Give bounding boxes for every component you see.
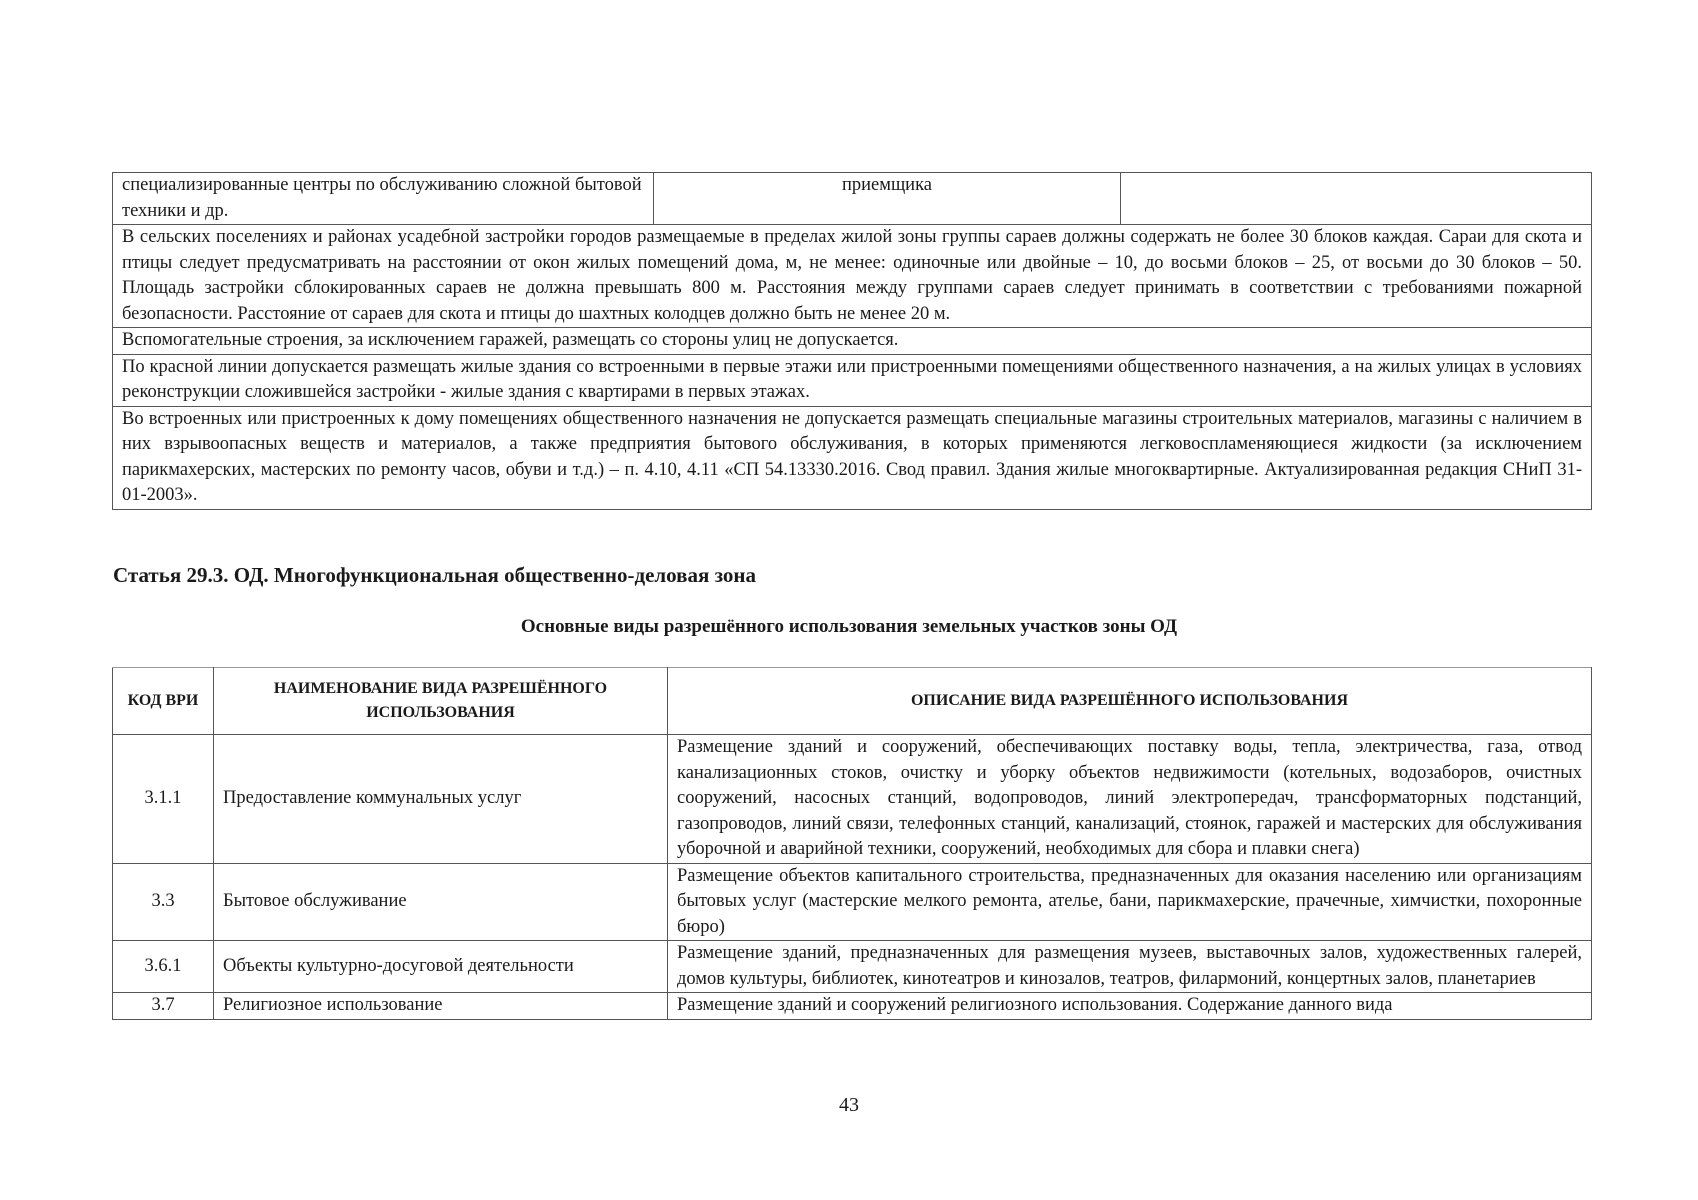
use-code: 3.7 (113, 993, 214, 1020)
table-cell: приемщика (654, 173, 1121, 225)
built-in-premises-paragraph: Во встроенных или пристроенных к дому помещениях общественного назначения не допускается размещать специальные магазины строительных материалов, магазины с наличием в них взрывоопасных веществ и материалов, а также предприятия бытового обслуживания, в которых применяются легковоспламеняющиеся жидкости (за исключением парикмахерских, мастерских по ремонту часов, обуви и т.д.) – п. 4.10, 4.11 «СП 54.13330.2016. Свод правил. Здания жилые многоквартирные. Актуализированная редакция СНиП 31-01-2003». (113, 406, 1592, 509)
table-row (113, 406, 1592, 509)
use-name: Предоставление коммунальных услуг (214, 735, 668, 864)
use-name: Объекты культурно-досуговой деятельности (214, 941, 668, 993)
column-header-code: КОД ВРИ (113, 668, 214, 735)
table-row (113, 735, 1592, 864)
use-description: Размещение зданий и сооружений религиозного использования. Содержание данного вида (668, 993, 1592, 1020)
use-description: Размещение объектов капитального строительства, предназначенных для оказания населению или организациям бытовых услуг (мастерские мелкого ремонта, ателье, бани, парикмахерские, прачечные, химчистки, похоронные бюро) (668, 863, 1592, 941)
table-row (113, 941, 1592, 993)
table-row (113, 173, 1592, 225)
top-requirements-table (112, 172, 1592, 510)
article-title: Статья 29.3. ОД. Многофункциональная общественно-деловая зона (113, 563, 757, 587)
table-row (113, 328, 1592, 355)
use-description: Размещение зданий, предназначенных для размещения музеев, выставочных залов, художественных галерей, домов культуры, библиотек, кинотеатров и кинозалов, театров, филармоний, концертных залов, планетариев (668, 941, 1592, 993)
table-cell: специализированные центры по обслуживанию сложной бытовой техники и др. (113, 173, 654, 225)
sheds-paragraph: В сельских поселениях и районах усадебной застройки городов размещаемые в пределах жилой зоны группы сараев должны содержать не более 30 блоков каждая. Сараи для скота и птицы следует предусматривать на расстоянии от окон жилых помещений дома, м, не менее: одиночные или двойные – 10, до восьми блоков – 25, от восьми до 30 блоков – 50. Площадь застройки сблокированных сараев не должна превышать 800 м. Расстояния между группами сараев следует принимать в соответствии с требованиями пожарной безопасности. Расстояние от сараев для скота и птицы до шахтных колодцев должно быть не менее 20 м. (113, 225, 1592, 328)
table-cell (1121, 173, 1592, 225)
column-header-name: НАИМЕНОВАНИЕ ВИДА РАЗРЕШЁННОГО ИСПОЛЬЗОВАНИЯ (214, 668, 668, 735)
table-row (113, 993, 1592, 1020)
auxiliary-buildings-paragraph: Вспомогательные строения, за исключением гаражей, размещать со стороны улиц не допускается. (113, 328, 1592, 355)
use-code: 3.3 (113, 863, 214, 941)
use-name: Бытовое обслуживание (214, 863, 668, 941)
use-description: Размещение зданий и сооружений, обеспечивающих поставку воды, тепла, электричества, газа, отвод канализационных стоков, очистку и уборку объектов недвижимости (котельных, водозаборов, очистных сооружений, насосных станций, водопроводов, линий электропередач, трансформаторных подстанций, газопроводов, линий связи, телефонных станций, канализаций, стоянок, гаражей и мастерских для обслуживания уборочной и аварийной техники, сооружений, необходимых для сбора и плавки снега) (668, 735, 1592, 864)
table-caption: Основные виды разрешённого использования земельных участков зоны ОД (520, 616, 1178, 637)
page-number: 43 (839, 1094, 859, 1116)
table-header-row (113, 668, 1592, 735)
use-name: Религиозное использование (214, 993, 668, 1020)
table-row (113, 354, 1592, 406)
column-header-description: ОПИСАНИЕ ВИДА РАЗРЕШЁННОГО ИСПОЛЬЗОВАНИЯ (668, 668, 1592, 735)
red-line-paragraph: По красной линии допускается размещать жилые здания со встроенными в первые этажи или пристроенными помещениями общественного назначения, а на жилых улицах в условиях реконструкции сложившейся застройки - жилые здания с квартирами в первых этажах. (113, 354, 1592, 406)
use-code: 3.1.1 (113, 735, 214, 864)
use-code: 3.6.1 (113, 941, 214, 993)
permitted-use-table (112, 667, 1592, 1020)
table-row (113, 863, 1592, 941)
table-row (113, 225, 1592, 328)
